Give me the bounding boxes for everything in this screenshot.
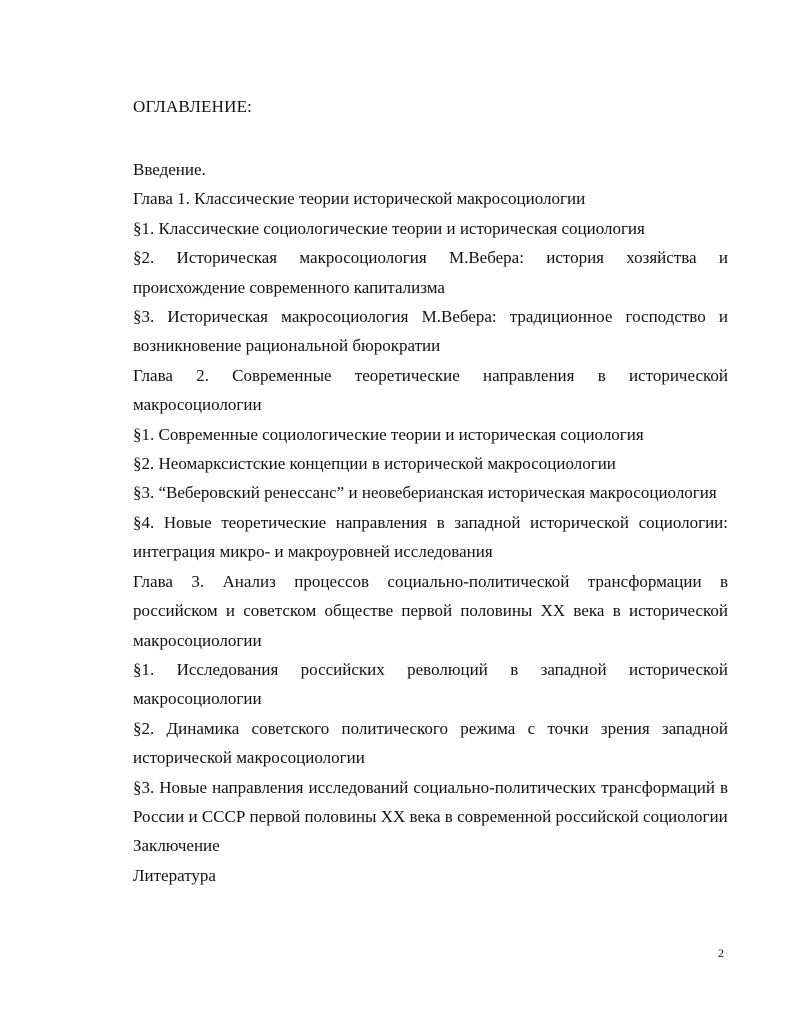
toc-entry-ch1-sec3: §3. Историческая макросоциология М.Вебера: традиционное господство и возникновение рациональной бюрократии	[133, 307, 728, 356]
toc-entry-chapter-3: Глава 3. Анализ процессов социально-политической трансформации в российском и советском обществе первой половины XX века в исторической макросоциологии	[133, 571, 728, 650]
toc-entry-ch1-sec1: §1. Классические социологические теории и историческая социология	[133, 218, 645, 238]
toc-entry-introduction: Введение.	[133, 160, 206, 179]
page-number: 2	[718, 946, 724, 960]
toc-entry-ch2-sec2: §2. Неомарксистские концепции в исторической макросоциологии	[133, 454, 616, 474]
toc-entry-ch2-sec4: §4. Новые теоретические направления в западной исторической социологии: интеграция микро- и макроуровней исследования	[133, 512, 728, 562]
table-of-contents	[133, 155, 728, 890]
toc-entry-ch2-sec3: §3. “Веберовский ренессанс” и неовеберианская историческая макросоциология	[133, 483, 717, 503]
toc-entry-chapter-1: Глава 1. Классические теории исторической макросоциологии	[133, 189, 586, 209]
toc-entry-ch3-sec1: §1. Исследования российских революций в западной исторической макросоциологии	[133, 659, 728, 709]
toc-entry-chapter-2: Глава 2. Современные теоретические направления в исторической макросоциологии	[133, 365, 728, 415]
toc-entry-conclusion: Заключение	[133, 836, 220, 856]
toc-entry-literature: Литература	[133, 865, 216, 885]
toc-title: ОГЛАВЛЕНИЕ:	[133, 97, 253, 116]
toc-entry-ch1-sec2: §2. Историческая макросоциология М.Вебера: история хозяйства и происхождение современного капитализма	[133, 248, 728, 297]
toc-entry-ch3-sec2: §2. Динамика советского политического режима с точки зрения западной исторической макросоциологии	[133, 718, 728, 768]
toc-entry-ch2-sec1: §1. Современные социологические теории и историческая социология	[133, 424, 644, 444]
toc-entry-ch3-sec3: §3. Новые направления исследований социально-политических трансформаций в России и СССР первой половины XX века в современной российской социологии	[133, 777, 728, 826]
